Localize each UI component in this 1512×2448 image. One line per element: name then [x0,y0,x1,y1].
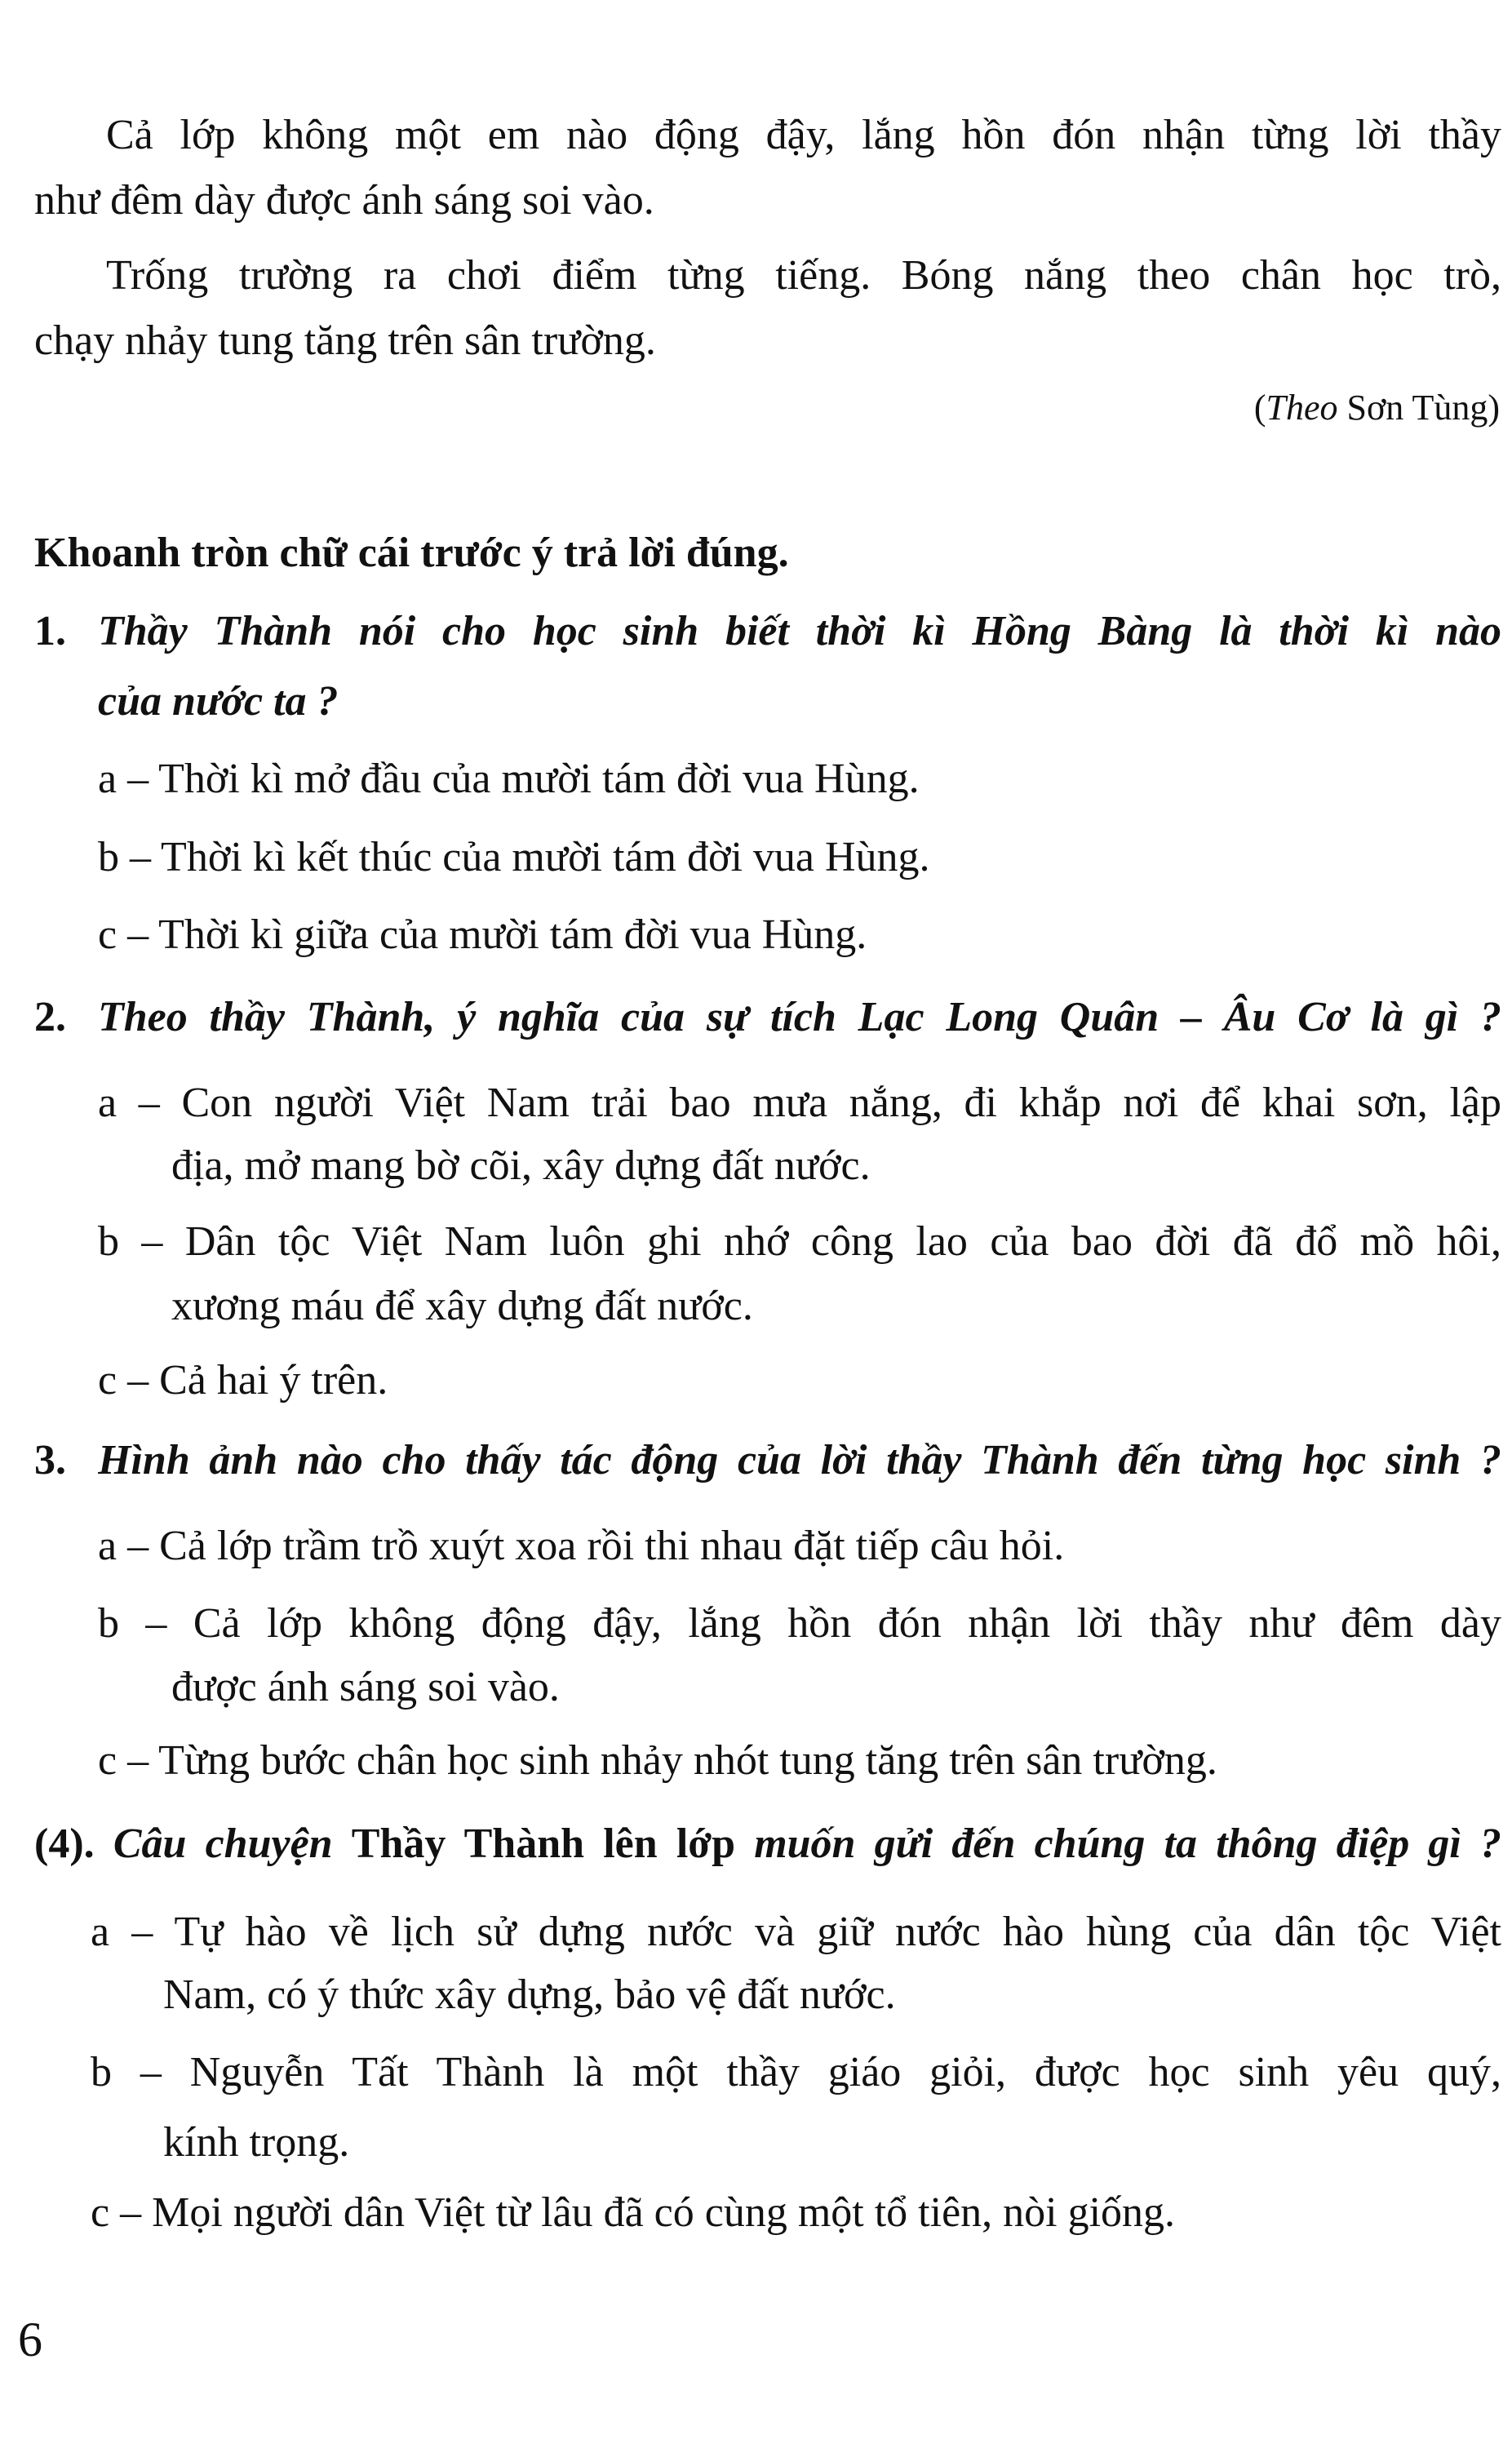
text-segment: địa, mở mang bờ cõi, xây dựng đất nước. [171,1142,871,1189]
text-segment: a – Tự hào về lịch sử dựng nước và giữ nước hào hùng của dân tộc Việt [91,1909,1501,1955]
passage-line [34,171,654,231]
question-line [98,672,339,732]
passage-line [106,246,1501,306]
text-segment: Sơn Tùng) [1337,388,1500,428]
option-line [171,1276,753,1337]
text-segment: xương máu để xây dựng đất nước. [171,1283,753,1329]
source-line [1254,378,1500,438]
text-segment: Thầy Thành nói cho học sinh biết thời kì Hồng Bàng là thời kì nào [98,608,1501,654]
text-segment: Theo [1266,388,1338,428]
text-segment: b – Nguyễn Tất Thành là một thầy giáo giỏi, được học sinh yêu quý, [91,2049,1501,2095]
option-line [91,2042,1501,2103]
option-line [163,1965,896,2025]
passage-line [34,311,656,371]
option-line [98,1212,1501,1272]
text-segment: như đêm dày được ánh sáng soi vào. [34,177,654,224]
text-segment: Khoanh tròn chữ cái trước ý trả lời đúng. [34,530,789,576]
question-line [98,601,1501,662]
question-line [34,1814,1501,1874]
passage-line [106,105,1501,166]
option-line [91,2183,1175,2243]
question-number: 3. [34,1437,66,1483]
option-line [171,1657,560,1718]
option-line [171,1136,871,1196]
option-line [98,749,920,809]
text-segment: c – Cả hai ý trên. [98,1357,388,1404]
page-number: 6 [18,2313,42,2366]
option-line [98,1516,1064,1577]
text-segment: Hình ảnh nào cho thấy tác động của lời thầy Thành đến từng học sinh ? [98,1437,1501,1483]
option-line [163,2113,349,2173]
option-line [98,1731,1217,1791]
text-segment: a – Cả lớp trầm trồ xuýt xoa rồi thi nhau đặt tiếp câu hỏi. [98,1523,1065,1569]
text-segment: Theo thầy Thành, ý nghĩa của sự tích Lạc Long Quân – Âu Cơ là gì ? [98,994,1501,1040]
question-number: 2. [34,994,66,1040]
question-number: 1. [34,608,66,654]
text-segment: muốn gửi đến chúng ta thông điệp gì ? [754,1820,1501,1867]
text-segment: b – Cả lớp không động đậy, lắng hồn đón nhận lời thầy như đêm dày [98,1600,1501,1647]
question-line [98,1430,1501,1491]
text-segment: Nam, có ý thức xây dựng, bảo vệ đất nước. [163,1971,896,2018]
option-line [98,1073,1501,1133]
text-segment: của nước ta ? [98,678,339,725]
text-segment: kính trọng. [163,2119,350,2166]
instruction-line [34,523,789,583]
text-segment: chạy nhảy tung tăng trên sân trường. [34,317,656,364]
text-segment: c – Thời kì giữa của mười tám đời vua Hùng. [98,911,867,958]
question-line [98,987,1501,1048]
option-line [98,1350,388,1411]
text-segment: c – Mọi người dân Việt từ lâu đã có cùng một tổ tiên, nòi giống. [91,2189,1176,2236]
text-segment: b – Thời kì kết thúc của mười tám đời vua Hùng. [98,834,930,880]
text-segment: được ánh sáng soi vào. [171,1664,560,1710]
option-line [91,1902,1501,1962]
option-line [98,1594,1501,1654]
option-line [98,905,867,965]
text-segment: Câu chuyện [113,1820,352,1867]
text-segment: Trống trường ra chơi điểm từng tiếng. Bóng nắng theo chân học trò, [106,252,1501,299]
text-segment: a – Thời kì mở đầu của mười tám đời vua Hùng. [98,756,920,802]
text-segment: ( [1253,388,1266,428]
text-segment: a – Con người Việt Nam trải bao mưa nắng, đi khắp nơi để khai sơn, lập [98,1080,1501,1126]
text-segment: Thầy Thành lên lớp [351,1820,755,1867]
text-segment: Cả lớp không một em nào động đậy, lắng hồn đón nhận từng lời thầy [106,112,1501,158]
text-segment: b – Dân tộc Việt Nam luôn ghi nhớ công lao của bao đời đã đổ mồ hôi, [98,1218,1501,1265]
option-line [98,827,930,888]
text-segment: (4). [34,1820,113,1867]
text-segment: c – Từng bước chân học sinh nhảy nhót tung tăng trên sân trường. [98,1737,1217,1784]
